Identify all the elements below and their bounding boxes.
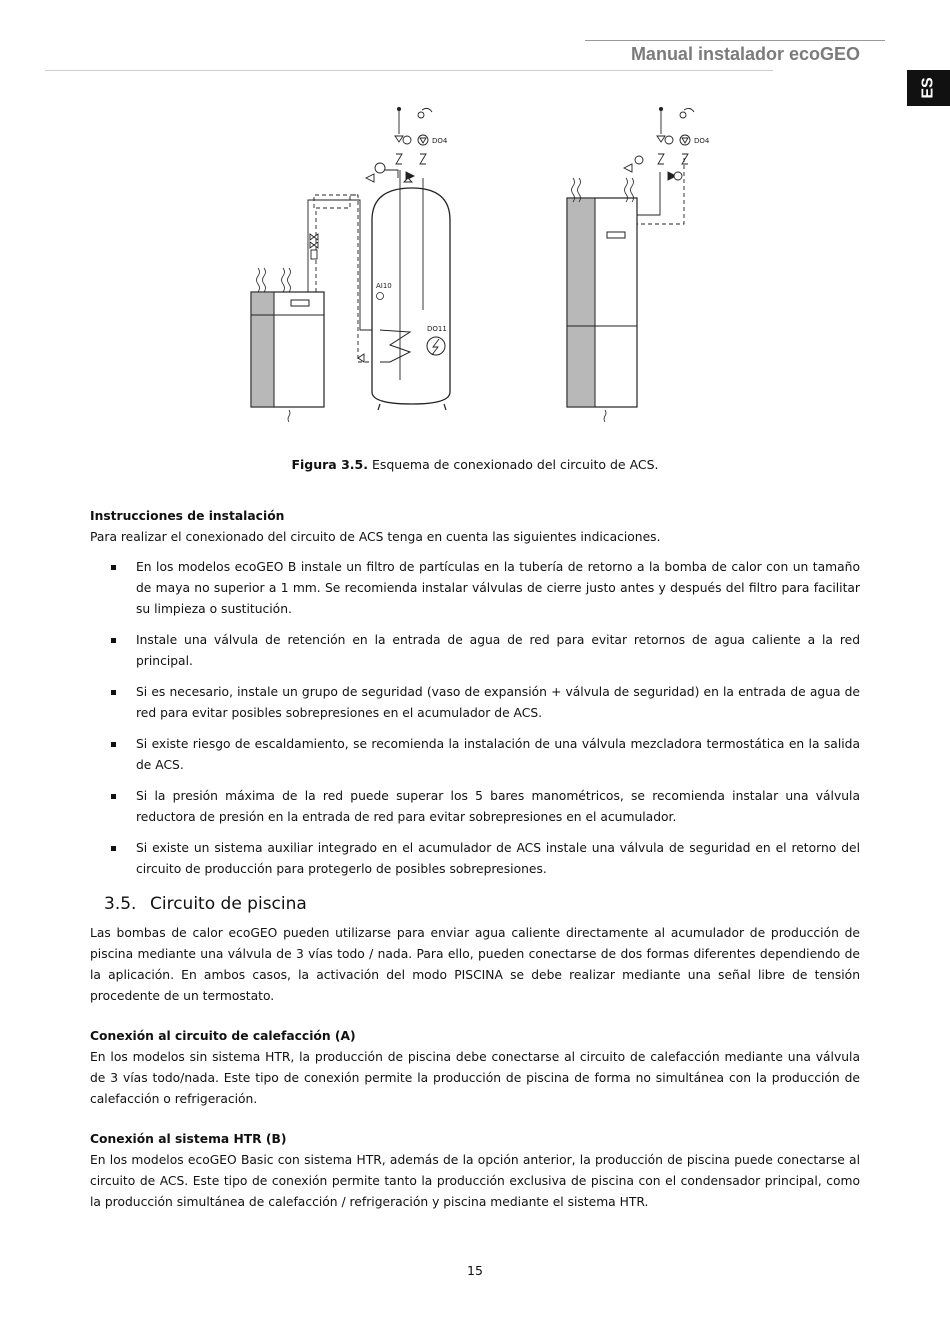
list-item: Instale una válvula de retención en la entrada de agua de red para evitar retornos de agua caliente a la red principal. <box>90 630 860 672</box>
list-item: Si existe riesgo de escaldamiento, se recomienda la instalación de una válvula mezcladora termostática en la salida de ACS. <box>90 734 860 776</box>
section-title: Circuito de piscina <box>150 894 307 914</box>
language-tab <box>907 70 950 106</box>
do4-right-label: DO4 <box>694 137 710 145</box>
valve-cluster-right <box>624 107 710 180</box>
subsection-b-text: En los modelos ecoGEO Basic con sistema HTR, además de la opción anterior, la producción de piscina puede conectarse al circuito de ACS. Este tipo de conexión permite tanto la producción exclusiva de piscina con el condensador principal, como la producción simultánea de calefacción / refrigeración y piscina mediante el sistema HTR. <box>90 1153 860 1209</box>
instructions-list <box>90 557 860 880</box>
header-rule-bottom <box>45 70 773 71</box>
document-title: Manual instalador ecoGEO <box>630 44 860 64</box>
list-item: En los modelos ecoGEO B instale un filtro de partículas en la tubería de retorno a la bomba de calor con un tamaño de maya no superior a 1 mm. Se recomienda instalar válvulas de cierre justo antes y después del filtro para facilitar su limpieza o sustitución. <box>90 557 860 620</box>
ai10-label: AI10 <box>376 282 392 290</box>
header-rule-top <box>585 40 885 41</box>
acs-circuit-diagram <box>240 100 730 430</box>
figure-caption-number: Figura 3.5. <box>291 457 368 472</box>
list-item: Si la presión máxima de la red puede superar los 5 bares manométricos, se recomienda instalar una válvula reductora de presión en la entrada de red para evitar sobrepresiones en el acumulador. <box>90 786 860 828</box>
page-number: 15 <box>467 1263 483 1278</box>
list-item: Si existe un sistema auxiliar integrado en el acumulador de ACS instale una válvula de seguridad en el retorno del circuito de producción para protegerlo de posibles sobrepresiones. <box>90 838 860 880</box>
language-tab-label: ES <box>919 77 937 99</box>
instructions-intro: Para realizar el conexionado del circuito de ACS tenga en cuenta las siguientes indicaciones. <box>90 530 661 544</box>
shutoff-valves <box>310 234 318 259</box>
section-heading <box>104 894 860 915</box>
figure-caption-text: Esquema de conexionado del circuito de ACS. <box>367 457 659 472</box>
section-intro: Las bombas de calor ecoGEO pueden utilizarse para enviar agua caliente directamente al acumulador de producción de piscina mediante una válvula de 3 vías todo / nada. Para ello, pueden conectarse de dos formas diferentes dependiendo de la aplicación. En ambos casos, la activación del modo PISCINA se debe realizar mediante una señal libre de tensión procedente de un termostato. <box>90 926 860 1003</box>
list-item: Si es necesario, instale un grupo de seguridad (vaso de expansión + válvula de seguridad) en la entrada de agua de red para evitar posibles sobrepresiones en el acumulador de ACS. <box>90 682 860 724</box>
subsection-a-heading: Conexión al circuito de calefacción (A) <box>90 1029 356 1043</box>
figure-caption <box>0 457 950 472</box>
heat-pump-left <box>251 268 324 422</box>
heat-pump-right <box>567 178 637 422</box>
instructions-heading: Instrucciones de instalación <box>90 509 285 523</box>
subsection-a-text: En los modelos sin sistema HTR, la producción de piscina debe conectarse al circuito de calefacción mediante una válvula de 3 vías todo/nada. Este tipo de conexión permite la producción de piscina de forma no simultánea con la producción de calefacción o refrigeración. <box>90 1050 860 1106</box>
section-number: 3.5. <box>104 894 137 914</box>
dhw-tank <box>372 170 450 410</box>
do4-left-label: DO4 <box>432 137 448 145</box>
do11-label: DO11 <box>427 325 447 333</box>
pipes-right <box>637 158 684 224</box>
body-content <box>90 506 860 1213</box>
subsection-b-heading: Conexión al sistema HTR (B) <box>90 1132 287 1146</box>
